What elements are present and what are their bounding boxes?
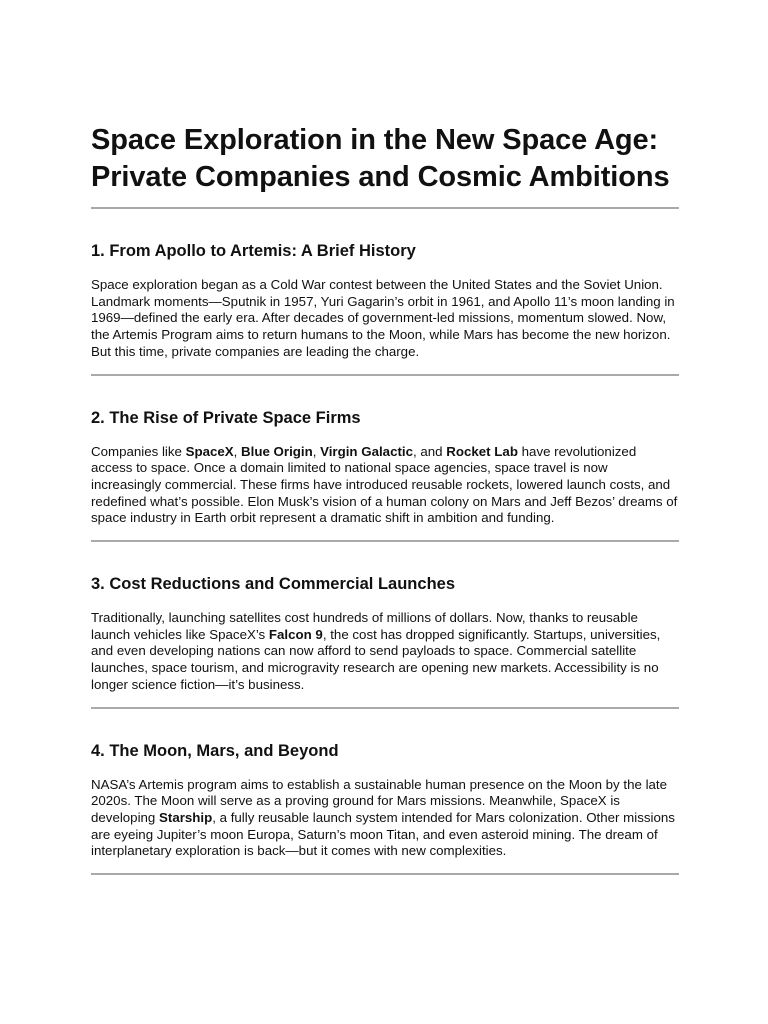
- section-paragraph: Space exploration began as a Cold War contest between the United States and the Soviet Union. Landmark moments—Sputnik in 1957, Yuri Gagarin’s orbit in 1961, and Apollo 11’s moon landing in 1969—defined the early era. After decades of government-led missions, momentum slowed. Now, the Artemis Program aims to return humans to the Moon, while Mars has become the new horizon. But this time, private companies are leading the charge.: [91, 277, 675, 359]
- section-moon-mars: [91, 709, 679, 874]
- document-page: [91, 122, 679, 875]
- vehicle-falcon-9: Falcon 9: [268, 626, 323, 642]
- section-paragraph: NASA’s Artemis program aims to establish a sustainable human presence on the Moon by the late 2020s. The Moon will serve as a proving ground for Mars missions. Meanwhile, SpaceX is developing Starship, a fully reusable launch system intended for Mars colonization. Other missions are eyeing Jupiter’s moon Europa, Saturn’s moon Titan, and even asteroid mining. The dream of interplanetary exploration is back—but it comes with new complexities.: [91, 776, 675, 859]
- company-spacex: SpaceX: [185, 443, 234, 459]
- section-cost-reductions: [91, 542, 679, 707]
- vehicle-starship: Starship: [159, 809, 213, 825]
- section-paragraph: Traditionally, launching satellites cost hundreds of millions of dollars. Now, thanks to reusable launch vehicles like SpaceX’s Falcon 9, the cost has dropped significantly. Startups, universities, and even developing nations can now afford to send payloads to space. Commercial satellite launches, space tourism, and microgravity research are opening new markets. Accessibility is no longer science fiction—it’s business.: [91, 610, 661, 692]
- document-title: Space Exploration in the New Space Age: Private Companies and Cosmic Ambitions: [91, 124, 670, 193]
- section-divider: [91, 873, 679, 875]
- company-rocket-lab: Rocket Lab: [446, 443, 518, 459]
- section-heading: 3. Cost Reductions and Commercial Launches: [91, 575, 455, 594]
- section-private-firms: [91, 376, 679, 541]
- section-paragraph: Companies like SpaceX, Blue Origin, Virgin Galactic, and Rocket Lab have revolutionized access to space. Once a domain limited to national space agencies, space travel is now increasingly commercial. These firms have introduced reusable rockets, lowered launch costs, and redefined what’s possible. Elon Musk’s vision of a human colony on Mars and Jeff Bezos’ dreams of space industry in Earth orbit represent a dramatic shift in ambition and funding.: [91, 443, 678, 526]
- company-blue-origin: Blue Origin: [241, 443, 313, 459]
- section-heading: 1. From Apollo to Artemis: A Brief History: [91, 242, 416, 260]
- section-heading: 2. The Rise of Private Space Firms: [91, 408, 361, 427]
- section-history: [91, 209, 679, 374]
- company-virgin-galactic: Virgin Galactic: [320, 443, 413, 459]
- section-heading: 4. The Moon, Mars, and Beyond: [91, 741, 339, 760]
